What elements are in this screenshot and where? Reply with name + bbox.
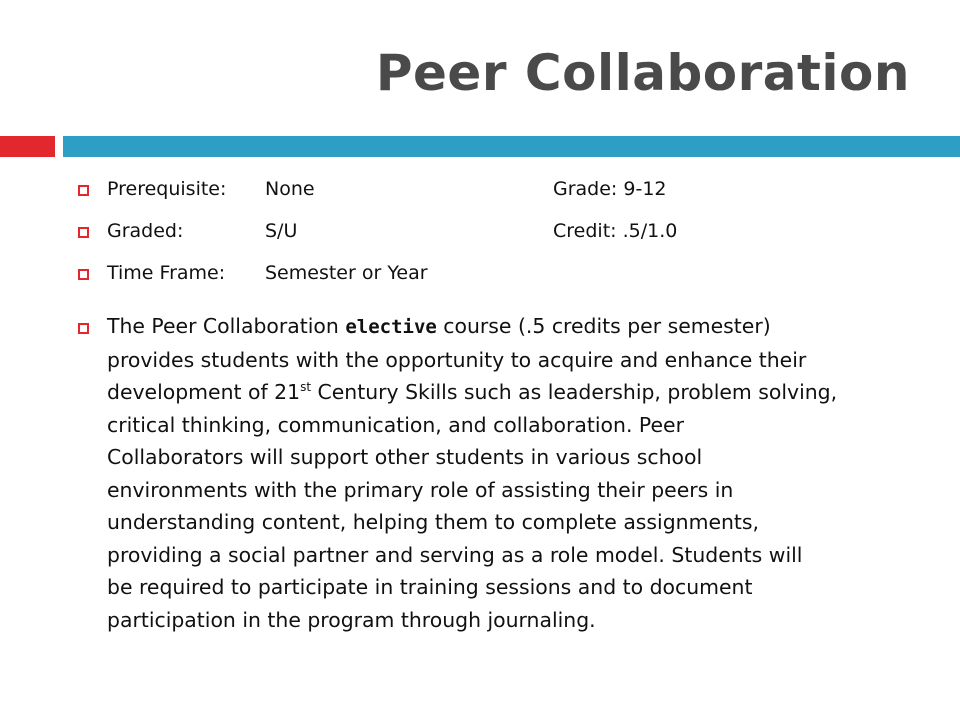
- hollow-square-bullet-icon: [78, 227, 89, 238]
- meta-credit: Credit: .5/1.0: [553, 220, 678, 242]
- description-line: be required to participate in training sessions and to document: [107, 575, 753, 599]
- meta-value: S/U: [265, 220, 298, 242]
- description-line: [107, 376, 918, 409]
- meta-value: Semester or Year: [265, 262, 428, 284]
- description-text: development of 21: [107, 380, 301, 404]
- meta-grade: Grade: 9-12: [553, 178, 667, 200]
- course-description: [78, 310, 918, 636]
- description-line: [107, 310, 918, 344]
- ordinal-superscript: st: [300, 380, 312, 395]
- description-line: understanding content, helping them to complete assignments,: [107, 510, 760, 534]
- description-line: environments with the primary role of assisting their peers in: [107, 477, 734, 502]
- accent-bar-red: [0, 136, 55, 157]
- description-text: Century Skills such as leadership, problem solving,: [311, 380, 838, 404]
- description-line: Collaborators will support other students in various school: [107, 445, 703, 469]
- accent-bar-blue: [63, 136, 960, 157]
- hollow-square-bullet-icon: [78, 269, 89, 280]
- meta-row-prerequisite: [78, 174, 918, 216]
- meta-row-time-frame: [78, 258, 918, 300]
- meta-row-graded: [78, 216, 918, 258]
- description-text: The Peer Collaboration: [107, 314, 346, 338]
- elective-emphasis: elective: [345, 316, 437, 338]
- meta-value: None: [265, 178, 315, 200]
- meta-label: Time Frame:: [107, 262, 226, 284]
- description-paragraph: [107, 310, 918, 636]
- meta-label: Prerequisite:: [107, 178, 227, 200]
- description-line: participation in the program through journaling.: [107, 607, 596, 632]
- description-line: critical thinking, communication, and collaboration. Peer: [107, 412, 684, 437]
- meta-label: Graded:: [107, 220, 184, 242]
- hollow-square-bullet-icon: [78, 185, 89, 196]
- hollow-square-bullet-icon: [78, 323, 89, 334]
- description-text: course (.5 credits per semester): [436, 314, 771, 338]
- description-line: provides students with the opportunity to acquire and enhance their: [107, 347, 807, 372]
- slide-title: Peer Collaboration: [375, 44, 910, 102]
- description-line: providing a social partner and serving as a role model. Students will: [107, 542, 803, 567]
- course-meta-list: [78, 174, 918, 300]
